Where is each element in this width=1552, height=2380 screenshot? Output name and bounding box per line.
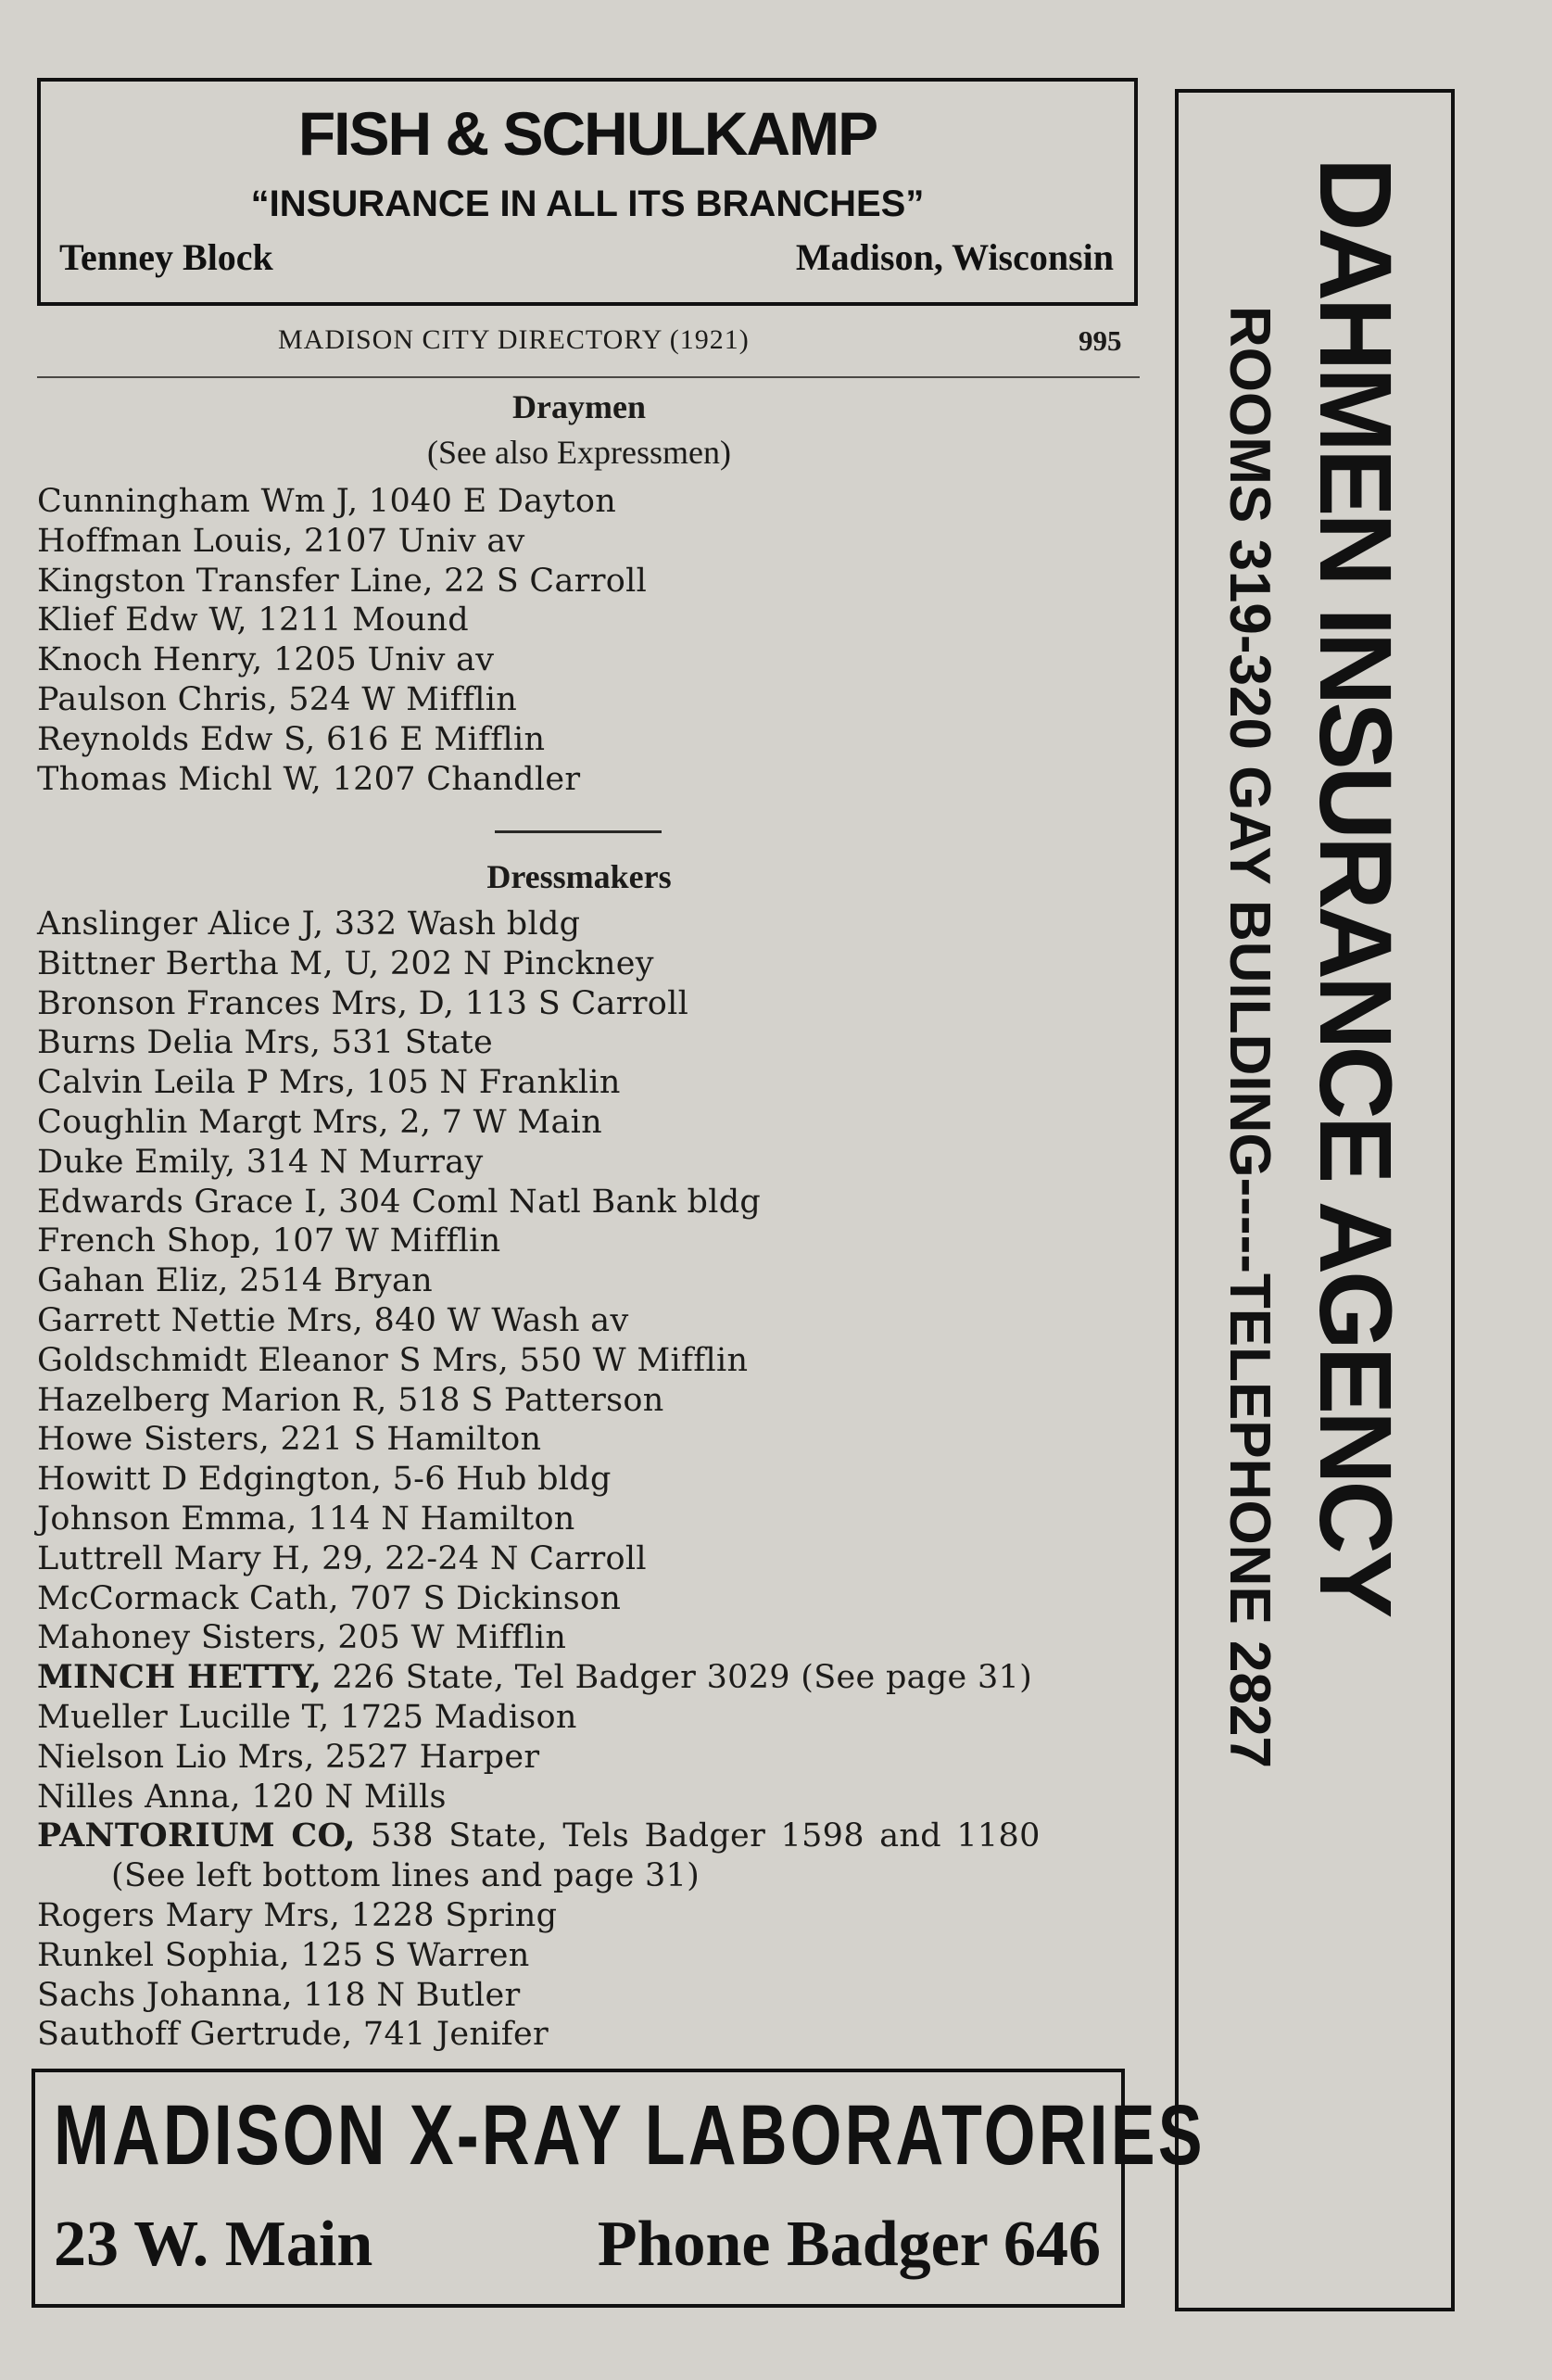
ad-phone: Phone Badger 646 xyxy=(597,2209,1101,2280)
list-item: Gahan Eliz, 2514 Bryan xyxy=(37,1262,433,1300)
pantorium-details: 538 State, Tels Badger 1598 and 1180 xyxy=(355,1817,1041,1855)
ad-slogan: “INSURANCE IN ALL ITS BRANCHES” xyxy=(250,184,925,224)
header-rule xyxy=(37,376,1140,378)
ad-details: ROOMS 319-320 GAY BUILDING-----TELEPHONE 2827 xyxy=(1218,306,1281,1768)
ad-address: 23 W. Main xyxy=(54,2209,373,2280)
list-item: Rogers Mary Mrs, 1228 Spring xyxy=(37,1896,558,1934)
section-title-draymen: Draymen xyxy=(512,388,646,425)
dahmen-insurance-ad xyxy=(1175,89,1455,2311)
list-item: Cunningham Wm J, 1040 E Dayton xyxy=(37,483,617,520)
list-item: Mueller Lucille T, 1725 Madison xyxy=(37,1698,577,1736)
list-item: Anslinger Alice J, 332 Wash bldg xyxy=(37,905,581,943)
minch-details: 226 State, Tel Badger 3029 (See page 31) xyxy=(322,1659,1033,1697)
pantorium-continuation: (See left bottom lines and page 31) xyxy=(111,1857,700,1895)
list-item: Burns Delia Mrs, 531 State xyxy=(37,1024,493,1062)
list-item: Duke Emily, 314 N Murray xyxy=(37,1143,484,1181)
list-item: Kingston Transfer Line, 22 S Carroll xyxy=(37,562,648,600)
list-item: Thomas Michl W, 1207 Chandler xyxy=(37,760,581,798)
list-item: Hoffman Louis, 2107 Univ av xyxy=(37,522,525,560)
pantorium-name: PANTORIUM CO, xyxy=(37,1817,356,1855)
ad-company-name: DAHMEN INSURANCE AGENCY xyxy=(1298,158,1412,1615)
list-item: Mahoney Sisters, 205 W Mifflin xyxy=(37,1619,567,1657)
list-item: Calvin Leila P Mrs, 105 N Franklin xyxy=(37,1064,621,1102)
list-item: Howe Sisters, 221 S Hamilton xyxy=(37,1421,542,1459)
list-item: McCormack Cath, 707 S Dickinson xyxy=(37,1579,622,1617)
ad-company-name: FISH & SCHULKAMP xyxy=(297,99,877,168)
list-item: Edwards Grace I, 304 Coml Natl Bank bldg xyxy=(37,1183,762,1221)
section-subtitle-draymen: (See also Expressmen) xyxy=(427,434,731,471)
running-head: MADISON CITY DIRECTORY (1921) xyxy=(278,324,750,355)
list-item: Reynolds Edw S, 616 E Mifflin xyxy=(37,720,546,758)
draymen-list xyxy=(37,482,1149,799)
list-item: Nielson Lio Mrs, 2527 Harper xyxy=(37,1738,540,1776)
list-item: Bronson Frances Mrs, D, 113 S Carroll xyxy=(37,984,689,1022)
list-item: Klief Edw W, 1211 Mound xyxy=(37,601,469,639)
section-divider xyxy=(495,830,662,833)
list-item: Nilles Anna, 120 N Mills xyxy=(37,1778,447,1816)
list-item: French Shop, 107 W Mifflin xyxy=(37,1222,501,1260)
fish-schulkamp-ad xyxy=(37,78,1138,306)
section-title-dressmakers: Dressmakers xyxy=(486,858,672,895)
xray-lab-ad xyxy=(32,2069,1205,2308)
dressmakers-list xyxy=(37,905,1149,2055)
list-item: Bittner Bertha M, U, 202 N Pinckney xyxy=(37,944,654,982)
ad-address-left: Tenney Block xyxy=(59,236,273,278)
list-item: Sachs Johanna, 118 N Butler xyxy=(37,1976,521,2014)
minch-name: MINCH HETTY, xyxy=(37,1658,322,1697)
list-item: Paulson Chris, 524 W Mifflin xyxy=(37,680,518,718)
list-item: Knoch Henry, 1205 Univ av xyxy=(37,641,495,679)
list-item: Howitt D Edgington, 5-6 Hub bldg xyxy=(37,1461,612,1499)
ad-address-right: Madison, Wisconsin xyxy=(795,236,1114,278)
list-item-minch xyxy=(37,1658,1149,1698)
list-item: Goldschmidt Eleanor S Mrs, 550 W Mifflin xyxy=(37,1341,749,1379)
page-number: 995 xyxy=(1079,324,1122,357)
list-item: Runkel Sophia, 125 S Warren xyxy=(37,1936,530,1974)
list-item-continuation xyxy=(37,1856,1149,1896)
list-item: Sauthoff Gertrude, 741 Jenifer xyxy=(37,2016,549,2054)
ad-company-name: MADISON X-RAY LABORATORIES xyxy=(54,2088,1205,2183)
list-item: Coughlin Margt Mrs, 2, 7 W Main xyxy=(37,1103,602,1141)
list-item: Garrett Nettie Mrs, 840 W Wash av xyxy=(37,1301,629,1339)
list-item: Johnson Emma, 114 N Hamilton xyxy=(37,1500,575,1538)
list-item: Luttrell Mary H, 29, 22-24 N Carroll xyxy=(37,1539,647,1577)
list-item-pantorium xyxy=(37,1817,1149,1856)
list-item: Hazelberg Marion R, 518 S Patterson xyxy=(37,1381,664,1419)
